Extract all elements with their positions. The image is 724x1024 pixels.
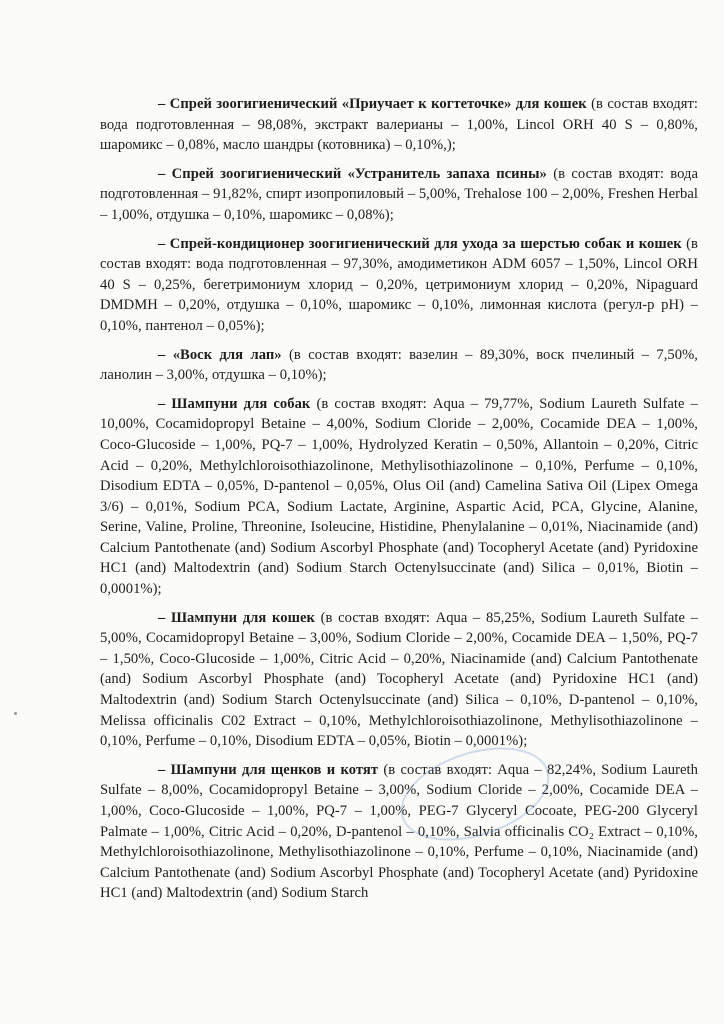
paragraph-conditioner-spray <box>100 234 698 337</box>
product-title: – Шампуни для собак <box>158 395 311 412</box>
product-title: – Шампуни для щенков и котят <box>158 761 379 778</box>
product-composition: (в состав входят: вода подготовленная – 98,08%, экстракт валерианы – 1,00%, Lincol ORH 40 S – 0,80%, шаромикс – 0,08%, масло шандры (котовника) – 0,10%,); <box>100 96 699 154</box>
product-title: – Спрей-кондиционер зоогигиенический для ухода за шерстью собак и кошек <box>158 235 682 252</box>
paragraph-odor-spray <box>100 164 698 226</box>
paragraph-dog-shampoo <box>100 394 698 600</box>
product-composition: (в состав входят: вода подготовленная – 91,82%, спирт изопропиловый – 5,00%, Trehalose 100 – 2,00%, Freshen Herbal – 1,00%, отдушка – 0,10%, шаромикс – 0,08%); <box>100 165 699 223</box>
product-composition: (в состав входят: вазелин – 89,30%, воск пчелиный – 7,50%, ланолин – 3,00%, отдушка – 0,10%); <box>100 346 699 384</box>
product-composition: (в состав входят: Aqua – 82,24%, Sodium Laureth Sulfate – 8,00%, Cocamidopropyl Betaine – 3,00%, Sodium Cloride – 2,00%, Cocamide DEA – 1,00%, Coco-Glucoside – 1,00%, PQ-7 – 1,00%, PEG-7 Glyceryl Cocoate, PEG-200 Glyceryl Palmate – 1,00%, Citric Acid – 0,20%, D-pantenol – 0,10%, Salvia officinalis CO₂ Extract – 0,10%, Methylchloroisothiazolinone, Methylisothiazolinone – 0,10%, Perfume – 0,10%, Niacinamide (and) Calcium Pantothenate (and) Sodium Ascorbyl Phosphate (and) Tocopheryl Acetate (and) Pyridoxine HC1 (and) Maltodextrin (and) Sodium Starch <box>100 761 699 902</box>
product-composition: (в состав входят: вода подготовленная – 97,30%, амодиметикон ADM 6057 – 1,50%, Lincol ORH 40 S – 0,25%, бегетримониум хлорид – 0,20%, цетримониум хлорид – 0,20%, Nipaguard DMDMH – 0,20%, отдушка – 0,10%, шаромикс – 0,10%, лимонная кислота (регул-р pH) – 0,10%, пантенол – 0,05%); <box>100 235 698 334</box>
paragraph-cat-shampoo <box>100 608 698 752</box>
product-title: – Спрей зоогигиенический «Устранитель запаха псины» <box>158 165 547 182</box>
product-title: – «Воск для лап» <box>158 346 282 363</box>
product-title: – Спрей зоогигиенический «Приучает к когтеточке» для кошек <box>158 96 587 112</box>
product-composition: (в состав входят: Aqua – 79,77%, Sodium Laureth Sulfate – 10,00%, Cocamidopropyl Betaine – 4,00%, Sodium Cloride – 2,00%, Cocamide DEA – 1,00%, Coco-Glucoside – 1,00%, PQ-7 – 1,00%, Hydrolyzed Keratin – 0,50%, Allantoin – 0,20%, Citric Acid – 0,20%, Methylchloroisothiazolinone, Methylisothiazolinone – 0,10%, Perfume – 0,10%, Disodium EDTA – 0,05%, D-pantenol – 0,05%, Olus Oil (and) Camelina Sativa Oil (Lipex Omega 3/6) – 0,01%, Sodium PCA, Sodium Lactate, Arginine, Aspartic Acid, PCA, Glycine, Alanine, Serine, Valine, Proline, Threonine, Isoleucine, Histidine, Phenylalanine – 0,01%, Niacinamide (and) Calcium Pantothenate (and) Sodium Ascorbyl Phosphate (and) Tocopheryl Acetate (and) Pyridoxine HC1 (and) Maltodextrin (and) Sodium Starch Octenylsuccinate (and) Silica – 0,01%, Biotin – 0,0001%); <box>100 395 698 598</box>
product-composition: (в состав входят: Aqua – 85,25%, Sodium Laureth Sulfate – 5,00%, Cocamidopropyl Betaine – 3,00%, Sodium Cloride – 2,00%, Cocamide DEA – 1,50%, PQ-7 – 1,50%, Coco-Glucoside – 1,00%, Citric Acid – 0,20%, Niacinamide (and) Calcium Pantothenate (and) Sodium Ascorbyl Phosphate (and) Tocopheryl Acetate (and) Pyridoxine HC1 (and) Maltodextrin (and) Sodium Starch Octenylsuccinate (and) Silica – 0,10%, D-pantenol – 0,10%, Melissa officinalis C02 Extract – 0,10%, Methylchloroisothiazolinone, Methylisothiazolinone – 0,10%, Perfume – 0,10%, Disodium EDTA – 0,05%, Biotin – 0,0001%); <box>100 609 698 750</box>
product-title: – Шампуни для кошек <box>158 609 315 626</box>
scan-speck <box>14 712 17 715</box>
document-page <box>100 94 698 912</box>
paragraph-cat-scratch-spray <box>100 94 698 156</box>
paragraph-puppy-kitten-shampoo <box>100 760 698 904</box>
paragraph-paw-wax <box>100 345 698 386</box>
